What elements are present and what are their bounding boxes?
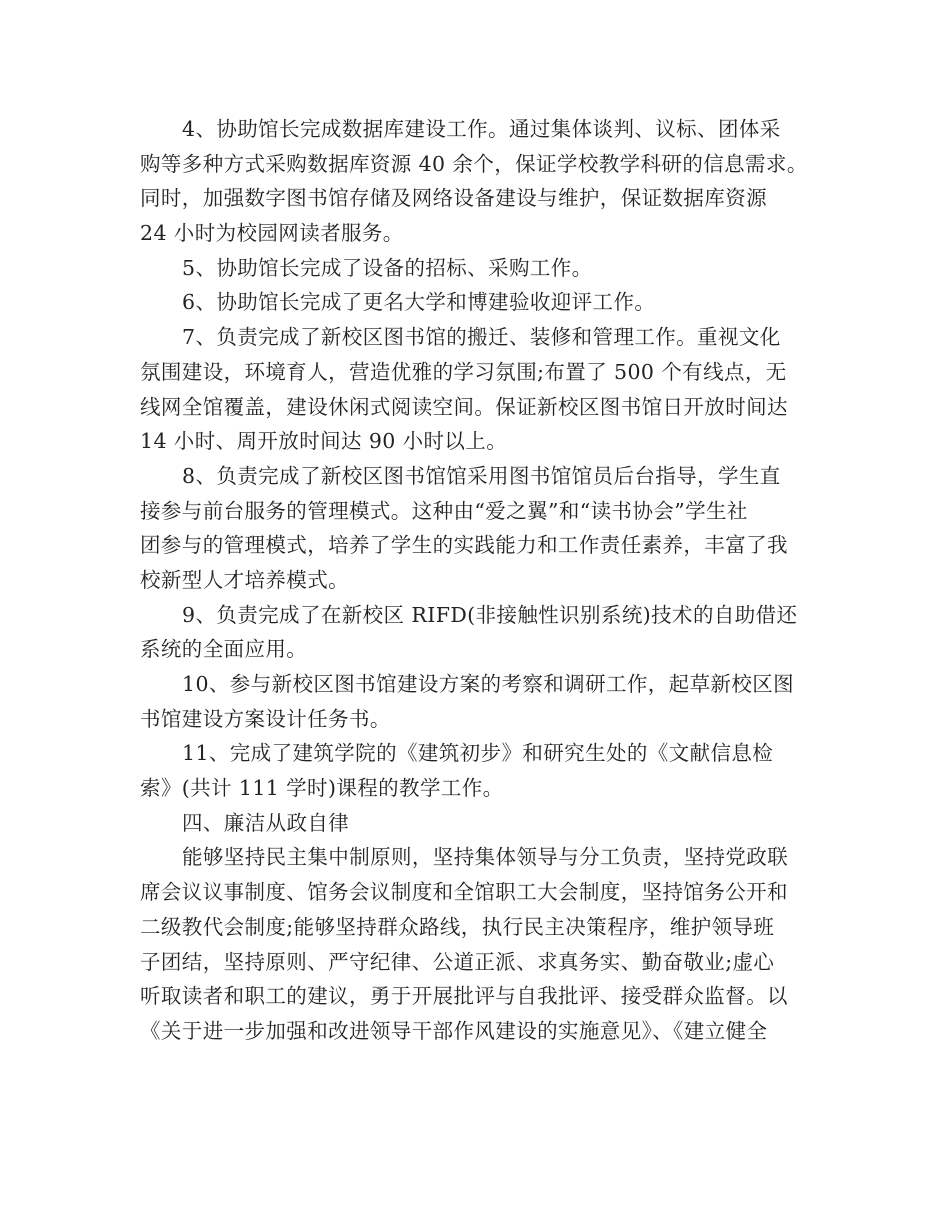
- text-line: 团参与的管理模式，培养了学生的实践能力和工作责任素养，丰富了我: [140, 533, 788, 558]
- text-line: 24 小时为校园网读者服务。: [140, 221, 404, 246]
- text-line: 校新型人才培养模式。: [140, 567, 349, 592]
- text-line: 四、廉洁从政自律: [182, 810, 350, 835]
- text-line: 书馆建设方案设计任务书。: [140, 706, 391, 731]
- text-line: 6、协助馆长完成了更名大学和博建验收迎评工作。: [182, 290, 656, 315]
- text-line: 索》(共计 111 学时)课程的教学工作。: [140, 776, 504, 801]
- text-line: 购等多种方式采购数据库资源 40 余个，保证学校教学科研的信息需求。: [140, 151, 808, 176]
- text-line: 能够坚持民主集中制原则，坚持集体领导与分工负责，坚持党政联: [182, 845, 789, 870]
- text-line: 线网全馆覆盖，建设休闲式阅读空间。保证新校区图书馆日开放时间达: [140, 394, 788, 419]
- text-line: 子团结，坚持原则、严守纪律、公道正派、求真务实、勤奋敬业;虚心: [140, 949, 775, 974]
- text-line: 听取读者和职工的建议，勇于开展批评与自我批评、接受群众监督。以: [140, 984, 788, 1009]
- text-line: 11、完成了建筑学院的《建筑初步》和研究生处的《文献信息检: [182, 741, 774, 766]
- text-line: 7、负责完成了新校区图书馆的搬迁、装修和管理工作。重视文化: [182, 325, 781, 350]
- text-line: 系统的全面应用。: [140, 637, 308, 662]
- text-line: 席会议议事制度、馆务会议制度和全馆职工大会制度，坚持馆务公开和: [140, 880, 788, 905]
- text-line: 5、协助馆长完成了设备的招标、采购工作。: [182, 255, 593, 280]
- document-page: [140, 112, 820, 1049]
- text-line: 氛围建设，环境育人，营造优雅的学习氛围;布置了 500 个有线点，无: [140, 359, 787, 384]
- text-line: 9、负责完成了在新校区 RIFD(非接触性识别系统)技术的自助借还: [182, 602, 798, 627]
- text-line: 4、协助馆长完成数据库建设工作。通过集体谈判、议标、团体采: [182, 117, 781, 141]
- text-line: 10、参与新校区图书馆建设方案的考察和调研工作，起草新校区图: [182, 672, 795, 696]
- text-line: 14 小时、周开放时间达 90 小时以上。: [140, 429, 508, 454]
- text-line: 二级教代会制度;能够坚持群众路线，执行民主决策程序，维护领导班: [140, 914, 775, 939]
- text-line: 《关于进一步加强和改进领导干部作风建设的实施意见》、《建立健全: [140, 1018, 768, 1043]
- text-line: 接参与前台服务的管理模式。这种由“爱之翼”和“读书协会”学生社: [140, 498, 748, 523]
- text-line: 同时，加强数字图书馆存储及网络设备建设与维护，保证数据库资源: [140, 186, 767, 211]
- text-line: 8、负责完成了新校区图书馆馆采用图书馆馆员后台指导，学生直: [182, 463, 781, 488]
